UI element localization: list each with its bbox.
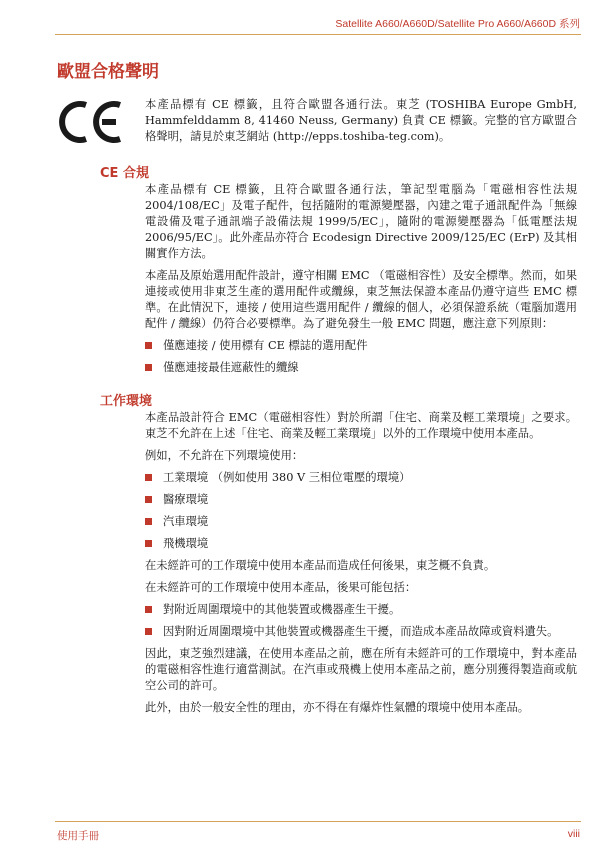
env-paragraph-3: 在未經許可的工作環境中使用本產品而造成任何後果，東芝概不負責。 xyxy=(145,559,496,572)
bullet-square-icon xyxy=(145,496,152,503)
env-paragraph-5: 因此，東芝強烈建議，在使用本產品之前，應在所有未經許可的工作環境中，對本產品的電磁相容性進行適當測試。在汽車或飛機上使用本產品之前，應分別獲得製造商或航空公司的許可。 xyxy=(145,647,577,692)
env-bullet-list-2 xyxy=(145,602,577,640)
list-item: 僅應連接 / 使用標有 CE 標誌的選用配件 xyxy=(145,338,577,354)
list-item: 醫療環境 xyxy=(145,492,577,508)
intro-paragraph: 本產品標有 CE 標籤，且符合歐盟各通行法。東芝 (TOSHIBA Europe GmbH, Hammfelddamm 8, 41460 Neuss, Germany) 負責 CE 標籤。完整的官方歐盟合格聲明，請見於東芝網站 (http://epps.toshiba-teg.com)。 xyxy=(145,98,577,143)
list-item: 工業環境 （例如使用 380 V 三相位電壓的環境） xyxy=(145,470,577,486)
bullet-square-icon xyxy=(145,474,152,481)
env-bullet-list-1 xyxy=(145,470,577,552)
footer-rule xyxy=(55,821,581,822)
list-item: 因對附近周圍環境中其他裝置或機器產生干擾，而造成本產品故障或資料遺失。 xyxy=(145,624,577,640)
bullet-square-icon xyxy=(145,540,152,547)
list-item: 僅應連接最佳遮蔽性的纜線 xyxy=(145,360,577,376)
page-title: 歐盟合格聲明 xyxy=(57,62,159,82)
env-paragraph-6: 此外，由於一般安全性的理由，亦不得在有爆炸性氣體的環境中使用本產品。 xyxy=(145,701,530,714)
list-item: 飛機環境 xyxy=(145,536,577,552)
list-item: 汽車環境 xyxy=(145,514,577,530)
bullet-square-icon xyxy=(145,342,152,349)
work-environment-block xyxy=(145,410,577,722)
env-paragraph-4: 在未經許可的工作環境中使用本產品，後果可能包括： xyxy=(145,581,417,594)
bullet-square-icon xyxy=(145,364,152,371)
env-paragraph-2: 例如，不允許在下列環境使用： xyxy=(145,449,304,462)
ce-mark-logo xyxy=(58,99,126,145)
header-rule xyxy=(55,34,581,35)
ce-bullet-list xyxy=(145,338,577,376)
ce-compliance-heading: CE 合規 xyxy=(100,166,149,181)
bullet-square-icon xyxy=(145,628,152,635)
intro-block xyxy=(145,97,577,151)
ce-compliance-block xyxy=(145,182,577,382)
page-number: viii xyxy=(567,828,580,840)
bullet-square-icon xyxy=(145,606,152,613)
ce-paragraph-1: 本產品標有 CE 標籤，且符合歐盟各通行法，筆記型電腦為「電磁相容性法規 2004/108/EC」及電子配件，包括隨附的電源變壓器，內建之電子通訊配件為「無線電設備及電子通訊端子設備法規 1999/5/EC」，隨附的電源變壓器為「低電壓法規 2006/95/EC」。此外產品亦符合 Ecodesign Directive 2009/125/EC (ErP) 及其相關實作方法。 xyxy=(145,183,577,260)
work-environment-heading: 工作環境 xyxy=(100,394,153,409)
footer-manual-title: 使用手冊 xyxy=(57,830,99,842)
list-item: 對附近周圍環境中的其他裝置或機器產生干擾。 xyxy=(145,602,577,618)
running-header: Satellite A660/A660D/Satellite Pro A660/A660D 系列 xyxy=(335,18,580,30)
bullet-square-icon xyxy=(145,518,152,525)
ce-paragraph-2: 本產品及原始選用配件設計，遵守相關 EMC （電磁相容性）及安全標準。然而，如果連接或使用非東芝生產的選用配件或纜線，東芝無法保證本產品仍遵守這些 EMC 標準。在此情況下，連接 / 使用這些選用配件 / 纜線的個人，必須保證系統（電腦加選用配件 / 纜線）仍符合必要標準。為了避免發生一般 EMC 問題，應注意下列原則： xyxy=(145,269,577,330)
env-paragraph-1: 本產品設計符合 EMC（電磁相容性）對於所謂「住宅、商業及輕工業環境」之要求。東芝不允許在上述「住宅、商業及輕工業環境」以外的工作環境中使用本產品。 xyxy=(145,411,577,440)
